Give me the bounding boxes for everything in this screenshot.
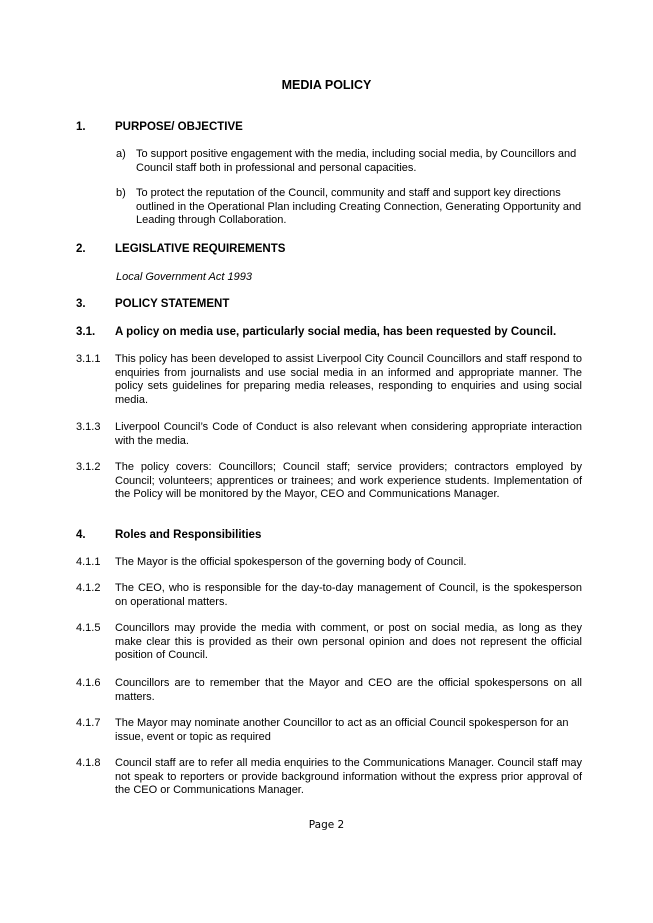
- clause-text: Liverpool Council’s Code of Conduct is also relevant when considering appropriate interaction with the media.: [115, 421, 582, 447]
- document-title: MEDIA POLICY: [281, 78, 372, 92]
- clause-text: The Mayor is the official spokesperson of the governing body of Council.: [115, 556, 467, 568]
- section-3-heading: [76, 298, 229, 310]
- subsection-number: 3.1.: [76, 326, 96, 338]
- section-number: 3.: [76, 298, 86, 310]
- section-title: PURPOSE/ OBJECTIVE: [115, 121, 243, 133]
- clause-number: 3.1.1: [76, 353, 101, 365]
- clause-text: Councillors may provide the media with comment, or post on social media, as long as they make clear this is provided as their own personal opinion and does not represent the official position of Council.: [115, 622, 582, 662]
- section-number: 1.: [76, 121, 86, 133]
- clause-number: 4.1.7: [76, 717, 101, 729]
- legislation-reference: Local Government Act 1993: [116, 271, 252, 283]
- clause-4-1-6: [76, 677, 582, 704]
- clause-4-1-7: [76, 717, 582, 744]
- clause-text: The policy covers: Councillors; Council staff; service providers; contractors employed by Council; volunteers; apprentices or trainees; and work experience students. Implementation of the Policy will be monitored by the Mayor, CEO and Communications Manager.: [115, 461, 582, 501]
- objective-b: [116, 187, 586, 228]
- clause-3-1-2: [76, 461, 582, 502]
- section-1-heading: [76, 121, 243, 133]
- clause-text: The Mayor may nominate another Councillor to act as an official Council spokesperson for an issue, event or topic as required: [115, 717, 569, 743]
- clause-number: 3.1.2: [76, 461, 101, 473]
- clause-3-1-1: [76, 353, 582, 408]
- clause-number: 4.1.2: [76, 582, 101, 594]
- section-2-heading: [76, 243, 285, 255]
- subsection-title: A policy on media use, particularly social media, has been requested by Council.: [115, 326, 557, 338]
- subsection-3-1-heading: [76, 326, 556, 338]
- section-4-heading: [76, 529, 261, 541]
- clause-4-1-8: [76, 757, 582, 798]
- clause-4-1-2: [76, 582, 582, 609]
- section-title: POLICY STATEMENT: [115, 298, 230, 310]
- clause-4-1-1: [76, 556, 582, 570]
- objective-a: [116, 148, 586, 175]
- page-number: Page 2: [308, 819, 345, 831]
- clause-text: The CEO, who is responsible for the day-to-day management of Council, is the spokesperson on operational matters.: [115, 582, 582, 608]
- clause-number: 4.1.6: [76, 677, 101, 689]
- section-title: Roles and Responsibilities: [115, 529, 262, 541]
- section-number: 4.: [76, 529, 86, 541]
- clause-3-1-3: [76, 421, 582, 448]
- section-title: LEGISLATIVE REQUIREMENTS: [115, 243, 286, 255]
- objective-text: To protect the reputation of the Council, community and staff and support key directions outlined in the Operational Plan including Creating Connection, Generating Opportunity and Leading through Collaboration.: [136, 187, 582, 227]
- clause-number: 4.1.1: [76, 556, 101, 568]
- objective-text: To support positive engagement with the media, including social media, by Councillors and Council staff both in professional and personal capacities.: [136, 148, 577, 174]
- list-marker: a): [116, 148, 126, 160]
- clause-number: 3.1.3: [76, 421, 101, 433]
- clause-number: 4.1.5: [76, 622, 101, 634]
- section-number: 2.: [76, 243, 86, 255]
- list-marker: b): [116, 187, 126, 199]
- clause-text: This policy has been developed to assist Liverpool City Council Councillors and staff respond to enquiries from journalists and use social media in an informed and appropriate manner. The policy sets guidelines for preparing media releases, responding to enquiries and using social media.: [115, 353, 582, 407]
- clause-text: Councillors are to remember that the Mayor and CEO are the official spokespersons on all matters.: [115, 677, 582, 703]
- clause-number: 4.1.8: [76, 757, 101, 769]
- clause-4-1-5: [76, 622, 582, 663]
- clause-text: Council staff are to refer all media enquiries to the Communications Manager. Council staff may not speak to reporters or provide background information without the express prior approval of the CEO or Communications Manager.: [115, 757, 582, 797]
